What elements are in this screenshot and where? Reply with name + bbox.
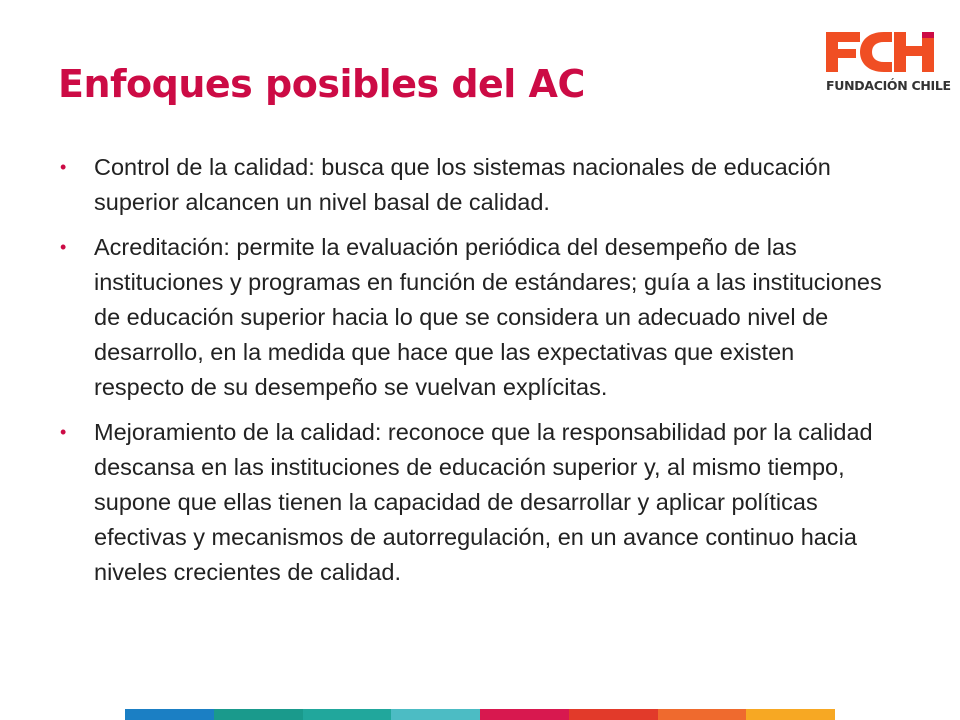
fundacion-chile-logo (822, 28, 951, 94)
footer-color-segment (480, 709, 569, 720)
footer-color-segment (303, 709, 392, 720)
footer-color-segment (125, 709, 214, 720)
bullet-text: Control de la calidad: busca que los sistemas nacionales de educación superior alcancen un nivel basal de calidad. (94, 154, 831, 215)
logo-text: FUNDACIÓN CHILE (826, 78, 951, 93)
footer-color-segment (569, 709, 658, 720)
footer-color-segment (658, 709, 747, 720)
footer-color-bar (125, 709, 835, 720)
bullet-item-accreditation (58, 230, 888, 405)
bullet-item-quality-improvement (58, 415, 888, 590)
slide-title: Enfoques posibles del AC (58, 62, 585, 106)
bullet-text: Mejoramiento de la calidad: reconoce que la responsabilidad por la calidad descansa en las instituciones de educación superior y, al mismo tiempo, supone que ellas tienen la capacidad de desarrollar y aplicar políticas efectivas y mecanismos de autorregulación, en un avance continuo hacia niveles crecientes de calidad. (94, 419, 873, 585)
footer-color-segment (214, 709, 303, 720)
bullet-dot-icon: • (60, 422, 67, 442)
footer-color-segment (746, 709, 835, 720)
fch-logo-mark (822, 28, 940, 74)
bullet-dot-icon: • (60, 157, 67, 177)
bullet-item-quality-control (58, 150, 888, 220)
footer-color-segment (391, 709, 480, 720)
bullet-text: Acreditación: permite la evaluación periódica del desempeño de las instituciones y programas en función de estándares; guía a las instituciones de educación superior hacia lo que se considera un adecuado nivel de desarrollo, en la medida que hace que las expectativas que existen respecto de su desempeño se vuelvan explícitas. (94, 234, 882, 400)
bullet-dot-icon: • (60, 237, 67, 257)
bullet-list (58, 150, 888, 600)
